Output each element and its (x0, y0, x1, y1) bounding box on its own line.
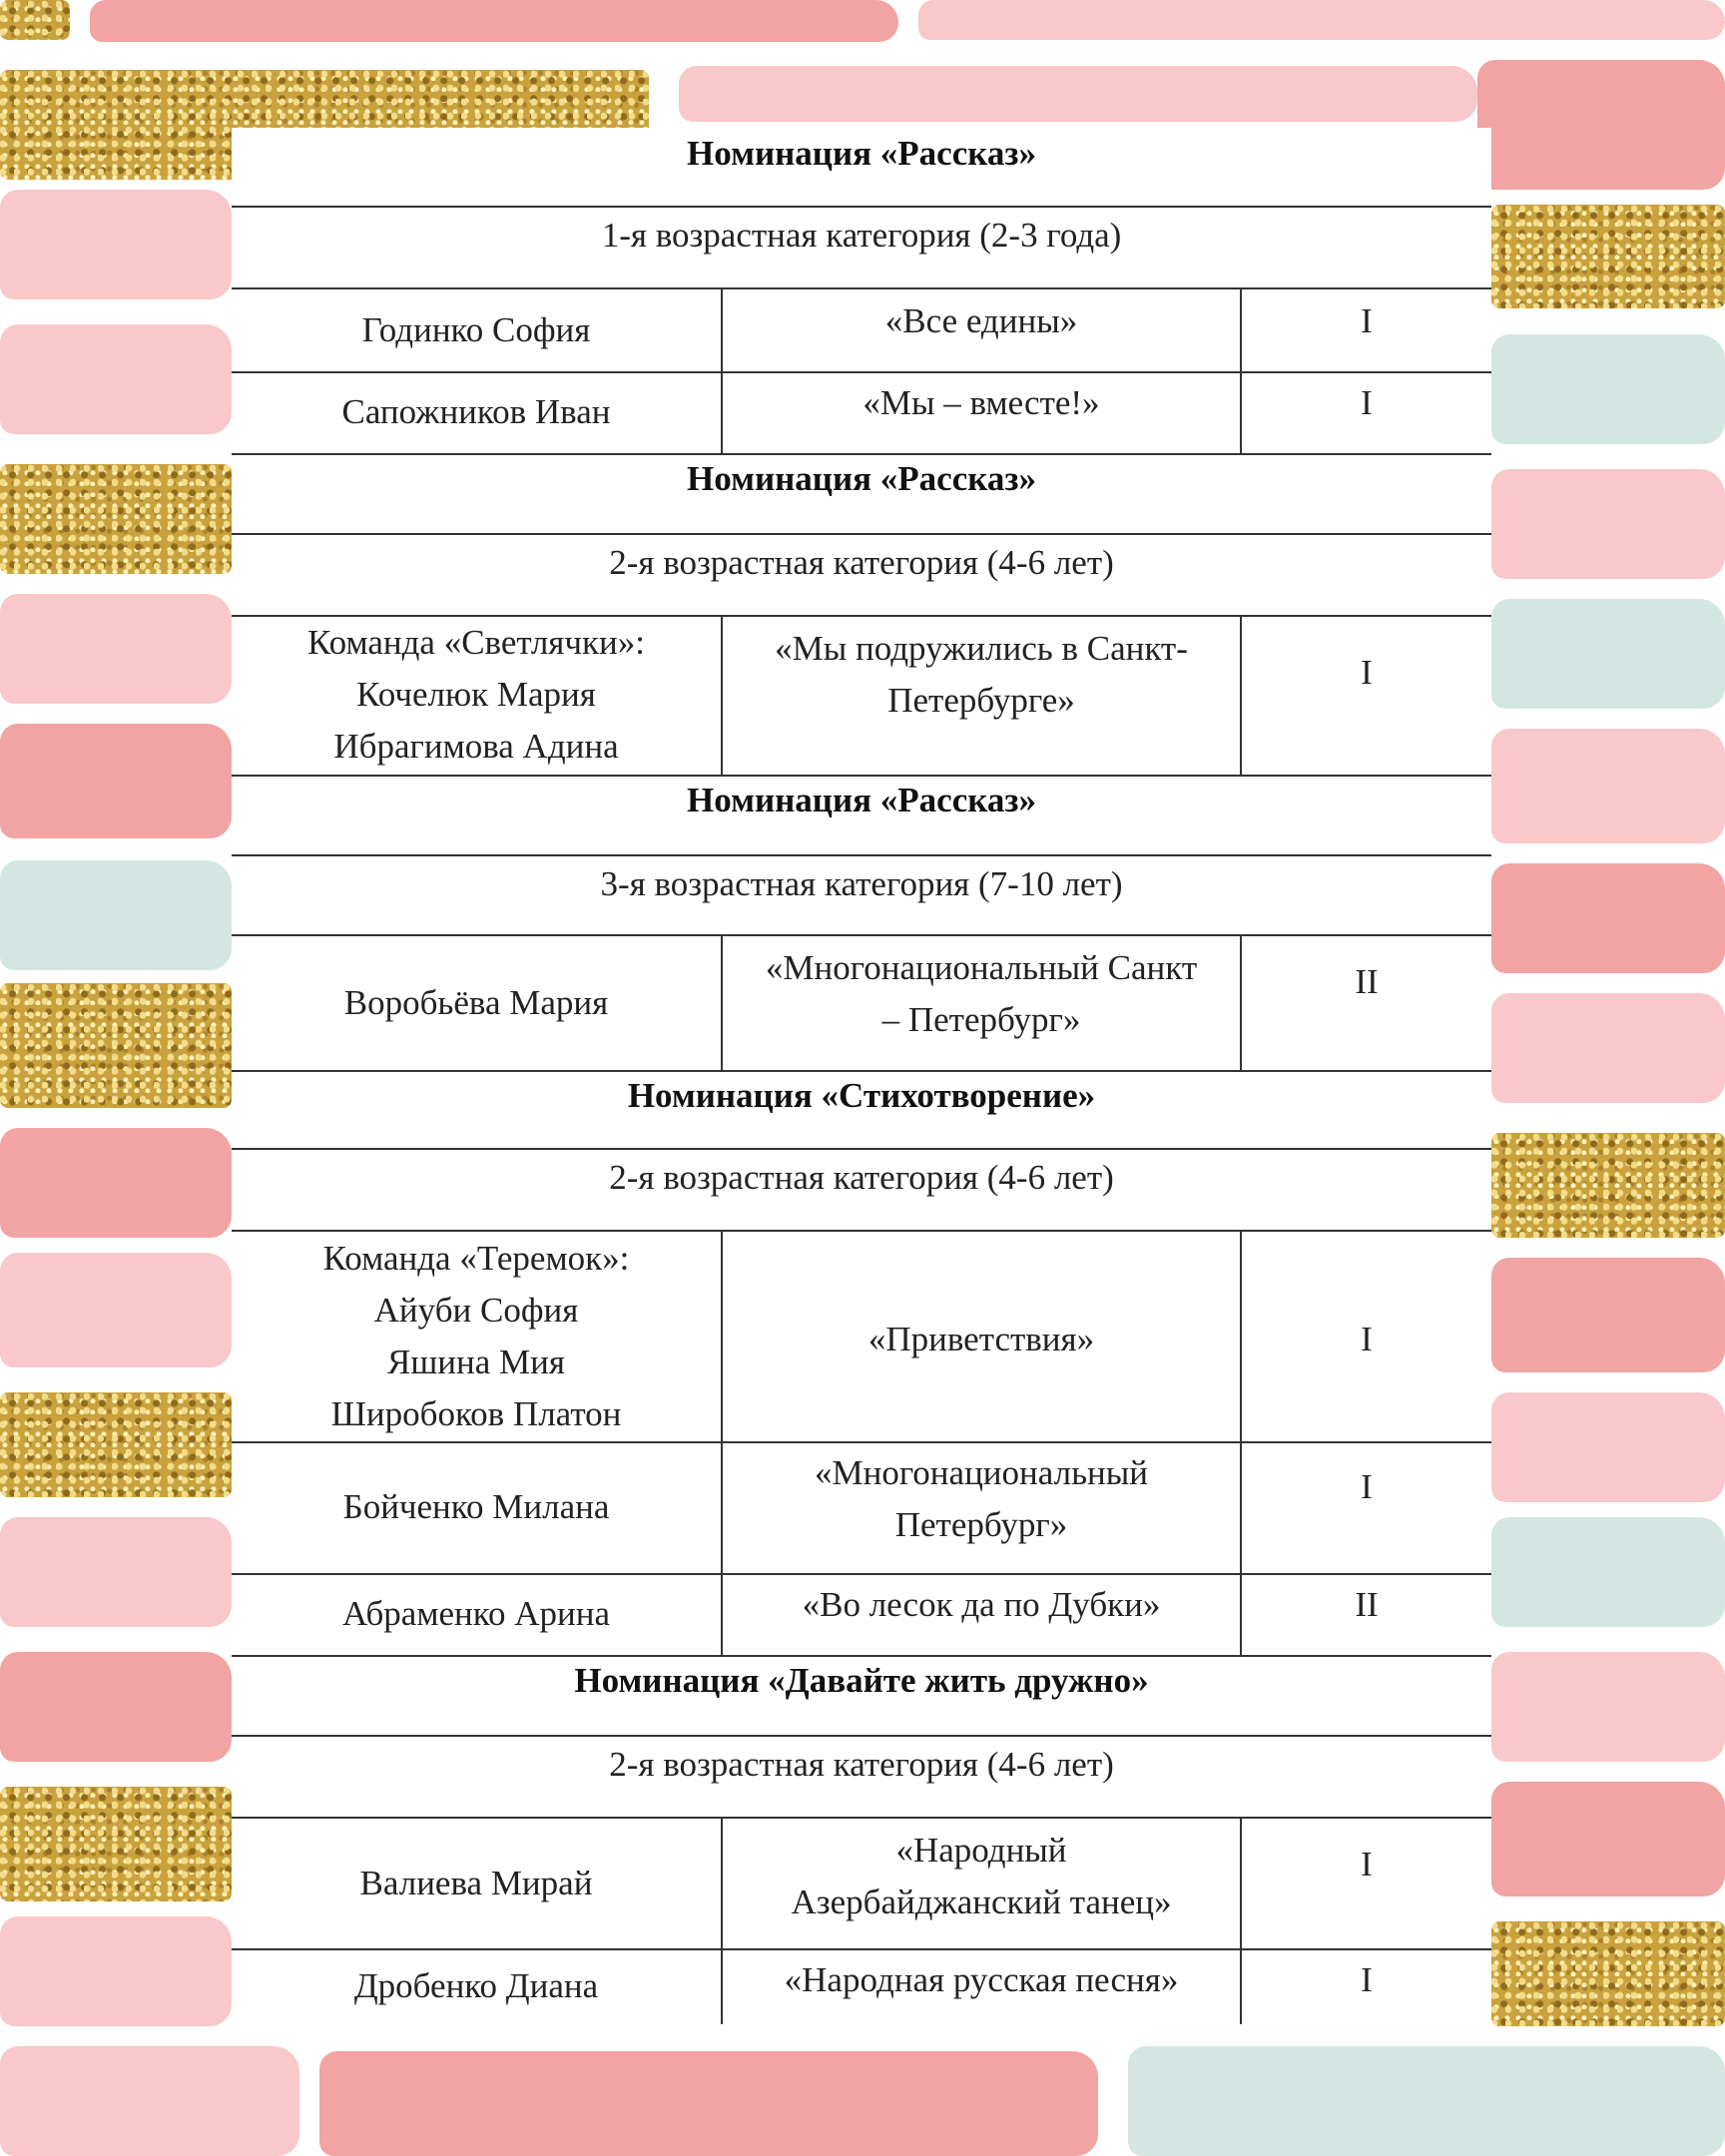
place-cell: I (1361, 1845, 1373, 1884)
place-cell: I (1361, 1467, 1373, 1506)
work-title-cell: «Многонациональный Санкт – Петербург» (723, 936, 1242, 1070)
age-category: 2-я возрастная категория (4-6 лет) (232, 535, 1491, 617)
participant-cell: Годинко София (232, 289, 723, 371)
table-row (232, 1948, 1491, 2024)
table-row (232, 289, 1491, 373)
table-row (232, 936, 1491, 1072)
results-table (232, 128, 1491, 2024)
nomination-title: Номинация «Рассказ» (232, 453, 1491, 535)
age-category: 3-я возрастная категория (7-10 лет) (232, 856, 1491, 936)
participant-cell: Дробенко Диана (232, 1948, 723, 2024)
work-title-cell: «Приветствия» (723, 1232, 1242, 1441)
table-row (232, 1441, 1491, 1575)
place-cell: II (1355, 1585, 1379, 1624)
participant-cell: Бойченко Милана (232, 1441, 723, 1573)
work-title-cell: «Многонациональный Петербург» (723, 1441, 1242, 1573)
participant-cell: Сапожников Иван (232, 371, 723, 453)
place-cell: I (1361, 1320, 1373, 1358)
age-category: 2-я возрастная категория (4-6 лет) (232, 1737, 1491, 1819)
participant-cell: Воробьёва Мария (232, 936, 723, 1070)
participant-cell: Абраменко Арина (232, 1573, 723, 1655)
table-row (232, 617, 1491, 777)
nomination-title: Номинация «Стихотворение» (232, 1070, 1491, 1150)
place-cell: II (1355, 962, 1379, 1001)
table-row (232, 371, 1491, 455)
participant-cell: Команда «Светлячки»: Кочелюк Мария Ибрагимова Адина (232, 617, 723, 775)
table-row (232, 1232, 1491, 1443)
nomination-title: Номинация «Рассказ» (232, 775, 1491, 856)
work-title-cell: «Все едины» (723, 289, 1242, 371)
nomination-title: Номинация «Давайте жить дружно» (232, 1655, 1491, 1737)
age-category: 1-я возрастная категория (2-3 года) (232, 208, 1491, 289)
work-title-cell: «Мы подружились в Санкт- Петербурге» (723, 617, 1242, 775)
participant-cell: Валиева Мирай (232, 1819, 723, 1948)
participant-cell: Команда «Теремок»: Айуби София Яшина Мия Широбоков Платон (232, 1232, 723, 1441)
place-cell: I (1361, 653, 1373, 692)
place-cell: I (1361, 301, 1373, 340)
work-title-cell: «Во лесок да по Дубки» (723, 1573, 1242, 1655)
table-row (232, 1573, 1491, 1657)
place-cell: I (1361, 383, 1373, 422)
table-row (232, 1819, 1491, 1950)
work-title-cell: «Народный Азербайджанский танец» (723, 1819, 1242, 1948)
work-title-cell: «Мы – вместе!» (723, 371, 1242, 453)
nomination-title: Номинация «Рассказ» (232, 128, 1491, 208)
age-category: 2-я возрастная категория (4-6 лет) (232, 1150, 1491, 1232)
place-cell: I (1361, 1960, 1373, 1999)
work-title-cell: «Народная русская песня» (723, 1948, 1242, 2024)
